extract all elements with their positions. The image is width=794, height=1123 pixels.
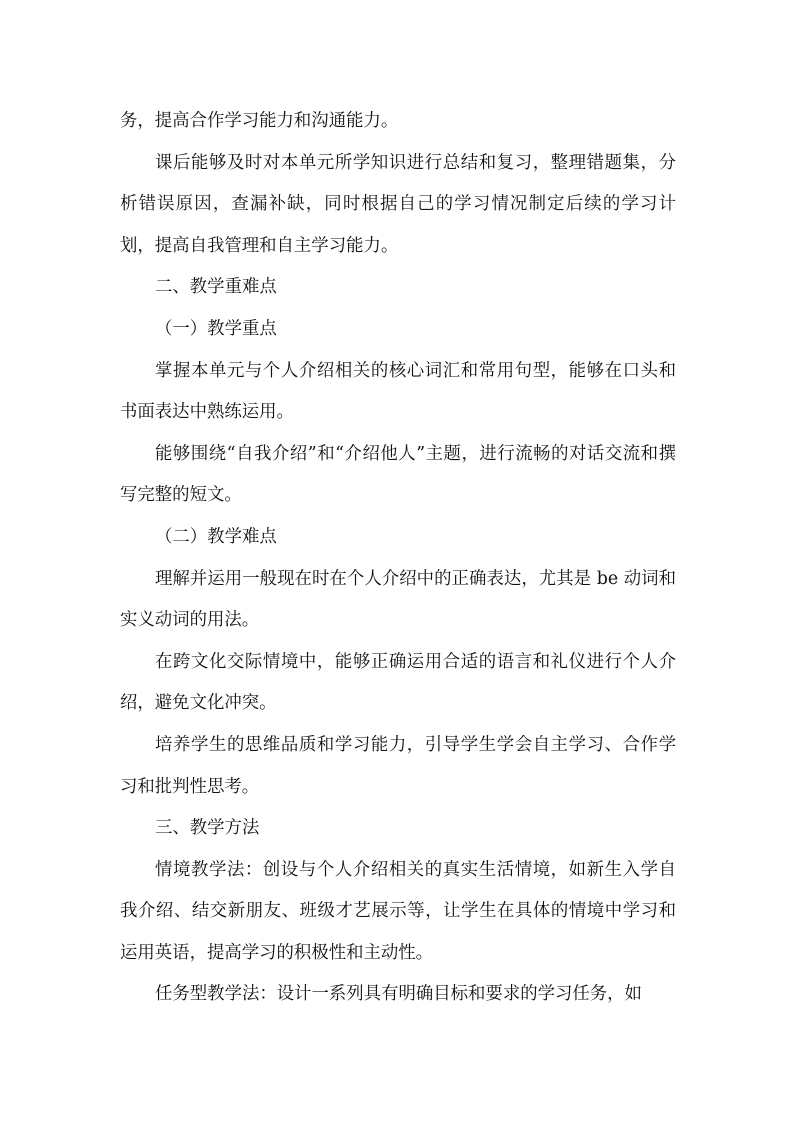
document-page	[120, 101, 676, 1016]
paragraph-difficult-cross-culture: 在跨文化交际情境中，能够正确运用合适的语言和礼仪进行个人介绍，避免文化冲突。	[120, 651, 676, 714]
paragraph-key-point-vocabulary: 掌握本单元与个人介绍相关的核心词汇和常用句型，能够在口头和书面表达中熟练运用。	[120, 360, 676, 423]
paragraph-situational-teaching: 情境教学法：创设与个人介绍相关的真实生活情境，如新生入学自我介绍、结交新朋友、班级才艺展示等，让学生在具体的情境中学习和运用英语，提高学习的积极性和主动性。	[120, 859, 676, 963]
subheading-key-points: （一）教学重点	[155, 318, 277, 339]
paragraph-difficult-grammar: 理解并运用一般现在时在个人介绍中的正确表达，尤其是 be 动词和实义动词的用法。	[120, 568, 676, 631]
paragraph-key-point-dialogue: 能够围绕“自我介绍”和“介绍他人”主题，进行流畅的对话交流和撰写完整的短文。	[120, 443, 676, 506]
section-heading-teaching-methods: 三、教学方法	[155, 818, 260, 839]
section-heading-key-difficult-points: 二、教学重难点	[155, 277, 277, 298]
paragraph-after-class-review: 课后能够及时对本单元所学知识进行总结和复习，整理错题集，分析错误原因，查漏补缺，同时根据自己的学习情况制定后续的学习计划，提高自我管理和自主学习能力。	[120, 152, 676, 256]
subheading-difficult-points: （二）教学难点	[155, 526, 277, 547]
paragraph-task-based-teaching: 任务型教学法：设计一系列具有明确目标和要求的学习任务，如	[155, 984, 642, 1005]
paragraph-difficult-thinking: 培养学生的思维品质和学习能力，引导学生学会自主学习、合作学习和批判性思考。	[120, 734, 676, 797]
paragraph-continuation: 务，提高合作学习能力和沟通能力。	[120, 111, 399, 131]
